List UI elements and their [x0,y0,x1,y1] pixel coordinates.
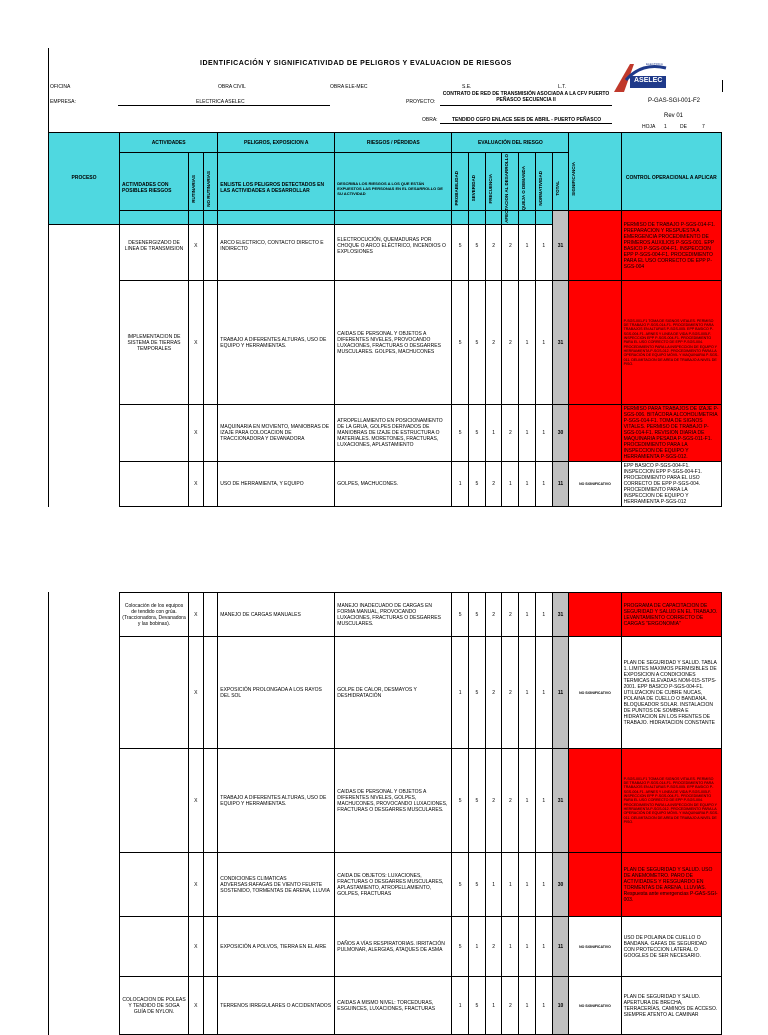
total-value: 11 [552,637,569,749]
no-rutinaria-cell [203,917,218,977]
no-rutinaria-cell [203,749,218,853]
col-riesgos: RIESGOS / PÉRDIDAS [335,133,452,153]
table-row [49,977,722,1035]
normatividad-value: 1 [535,977,552,1035]
doc-code: P-GAS-SGI-001-F2 [648,98,701,104]
rutinaria-mark: X [189,281,204,405]
riesgo-cell: GOLPE DE CALOR, DESMAYOS Y DESHIDRATACIÓN [335,637,452,749]
severidad-value: 5 [469,462,486,507]
normatividad-value: 1 [535,637,552,749]
queja-value: 1 [519,211,536,281]
no-rutinaria-cell [203,281,218,405]
normatividad-value: 1 [535,281,552,405]
significancia-value: SIGNIFICATIVO [569,749,621,853]
afectacion-value: 2 [502,637,519,749]
frecuencia-value: 1 [485,977,502,1035]
control-cell: PROGRAMA DE CAPACITACION DE SEGURIDAD Y SALUD EN EL TRABAJO. LEVANTAMIENTO CORRECTO DE CARGAS "ERGONOMIA" [621,593,721,637]
significancia-value: SIGNIFICATIVO [569,405,621,462]
queja-value: 1 [519,917,536,977]
queja-value: 1 [519,637,536,749]
col-actividades: ACTIVIDADES [120,133,218,153]
col-afectacion: AFECTACION AL DESARROLLO [504,154,510,223]
table-row [49,593,722,637]
rutinaria-mark: X [189,977,204,1035]
severidad-value: 1 [469,917,486,977]
severidad-value: 5 [469,211,486,281]
peligro-cell: TRABAJO A DIFERENTES ALTURAS, USO DE EQUIPO Y HERRAMIENTAS. [218,749,335,853]
col-frecuencia: FRECUENCIA [487,173,493,204]
severidad-value: 5 [469,281,486,405]
probabilidad-value: 5 [452,917,469,977]
total-value: 31 [552,749,569,853]
page-title: IDENTIFICACIÓN Y SIGNIFICATIVIDAD DE PELIGROS Y EVALUACION DE RIESGOS [200,60,512,67]
probabilidad-value: 1 [452,977,469,1035]
afectacion-value: 2 [502,593,519,637]
contrato-text: CONTRATO DE RED DE TRANSMISIÓN ASOCIADA A LA CFV PUERTO PEÑASCO SECUENCIA II [442,91,610,103]
afectacion-value: 2 [502,281,519,405]
control-cell: PLAN DE SEGURIDAD Y SALUD. APERTURA DE BRECHA, TERRACERÍAS, CAMINOS DE ACCESO. SIEMPRE ATENTO AL CAMINAR [621,977,721,1035]
actividad-cell [120,462,189,507]
logo-subtext: ELECTRICA [646,62,663,66]
afectacion-value: 2 [502,405,519,462]
probabilidad-value: 1 [452,462,469,507]
table-row [49,853,722,917]
rutinaria-mark: X [189,917,204,977]
table-row [49,462,722,507]
queja-value: 1 [519,593,536,637]
normatividad-value: 1 [535,917,552,977]
rutinaria-mark: X [189,749,204,853]
oficina-label: OFICINA [50,84,71,90]
col-proceso: PROCESO [49,133,120,225]
normatividad-value: 1 [535,462,552,507]
severidad-value: 5 [469,749,486,853]
peligro-cell: USO DE HERRAMIENTA, Y EQUIPO [218,462,335,507]
significancia-value: NO SIGNIFICATIVO [569,462,621,507]
total-value: 11 [552,917,569,977]
table-row [49,281,722,405]
riesgo-cell: CAIDAS DE PERSONAL Y OBJETOS A DIFERENTES NIVELES, PROVOCANDO LUXACIONES, FRACTURAS O DESGARRES MUSCULARES. GOLPES, MACHUCONES [335,281,452,405]
rev-label: Rev 01 [664,113,684,119]
riesgo-cell: CAIDA DE OBJETOS: LUXACIONES, FRACTURAS O DESGARRES MUSCULARES, APLASTAMIENTO, ATROPELLAMIENTO, GOLPES, FRACTURAS [335,853,452,917]
frecuencia-value: 2 [485,637,502,749]
proceso-cell [49,977,120,1035]
queja-value: 1 [519,405,536,462]
peligro-cell: MANEJO DE CARGAS MANUALES [218,593,335,637]
obra-ele-label: OBRA ELE-MEC [330,84,368,90]
severidad-value: 5 [469,593,486,637]
hoja-number: 1 [664,124,667,130]
probabilidad-value: 5 [452,405,469,462]
col-queja: QUEJA O DEMANDA [521,166,527,211]
col-actividades-sub: ACTIVIDADES CON POSIBLES RIESGOS [120,153,189,225]
normatividad-value: 1 [535,593,552,637]
actividad-cell [120,749,189,853]
peligro-cell: EXPOSICIÓN A POLVOS, TIERRA EN EL AIRE [218,917,335,977]
peligro-cell: MAQUINARIA EN MOVIENTO, MANIOBRAS DE IZAJE PARA COLOCACION DE TRACCIONADORA Y DEVANADORA [218,405,335,462]
no-rutinaria-cell [203,462,218,507]
frecuencia-value: 1 [485,405,502,462]
control-cell: PLAN DE SEGURIDAD Y SALUD. USO DE ANEMOMETRO. PARO DE ACTIVIDADES Y RESGUARDO EN TORMENTAS DE ARENA, LLUVIAS. Respuesta ante emergencias P-GAS-SGI-003. [621,853,721,917]
probabilidad-value: 5 [452,281,469,405]
significancia-value: SIGNIFICATIVO [569,281,621,405]
peligro-cell: EXPOSICIÓN PROLONGADA A LOS RAYOS DEL SOL [218,637,335,749]
no-rutinaria-cell [203,853,218,917]
normatividad-value: 1 [535,211,552,281]
no-rutinaria-cell [203,593,218,637]
probabilidad-value: 1 [452,637,469,749]
proceso-cell [49,637,120,749]
actividad-cell: COLOCACION DE POLEAS Y TENDIDO DE SOGA GUÍA DE NYLON. [120,977,189,1035]
rutinaria-mark: X [189,211,204,281]
actividad-cell [120,917,189,977]
proyecto-label: PROYECTO: [406,99,436,105]
peligro-cell: TRABAJO A DIFERENTES ALTURAS, USO DE EQUIPO Y HERRAMIENTAS. [218,281,335,405]
total-value: 30 [552,853,569,917]
hoja-total: 7 [702,124,705,130]
table-row [49,405,722,462]
queja-value: 1 [519,977,536,1035]
col-riesgos-sub: DESCRIBA LOS RIESGOS A LOS QUE ESTÁN EXPUESTOS LAS PERSONAS EN EL DESARROLLO DE SU ACTIVIDAD [335,153,452,225]
afectacion-value: 1 [502,917,519,977]
total-value: 11 [552,462,569,507]
col-severidad: SEVERIDAD [471,175,477,202]
control-cell: PERMISO PARA TRABAJOS DE IZAJE P-SGS-006. BITÁCORA ALCOHOLIMETRIA P-SGS-014-F1. TOMA DE SIGNOS VITALES. PERMISO DE TRABAJO P-SGS-014-F1. REVISION DIARIA DE MAQUINARIA PESADA P-SGS-011-F1. PROCEDIMIENTO PARA LA INSPECCION DE EQUIPO Y HERRAMIENTA P-SGS-012. [621,405,721,462]
no-rutinaria-cell [203,637,218,749]
control-cell: PLAN DE SEGURIDAD Y SALUD. TABLA 1. LIMITES MAXIMOS PERMISIBLES DE EXPOSICION A CONDICIONES TERMICAS ELEVADAS NOM-015-STPS-2001. EPP BASICO P-SGS-004-F1. UTILIZACION DE CUBRE NUCAS, POLAINA DE CUELLO O BANDANA. BLOQUEADOR SOLAR. INSTALACION DE PUNTOS DE SOMBRA E HIDRATACION EN LOS FRENTES DE TRABAJO. HIDRATACION CONSTANTE [621,637,721,749]
frecuencia-value: 2 [485,211,502,281]
obra-civil-label: OBRA CIVIL [218,84,246,90]
proceso-cell [49,749,120,853]
total-value: 31 [552,593,569,637]
riesgo-cell: ELECTROCUCIÓN, QUEMADURAS POR CHOQUE O ARCO ELÉCTRICO, INCENDIOS O EXPLOSIONES [335,211,452,281]
frecuencia-value: 1 [485,853,502,917]
total-value: 10 [552,977,569,1035]
empresa-value: ELECTRICA ASELEC [196,99,245,105]
control-cell: USO DE POLAINA DE CUELLO O BANDANA. GAFAS DE SEGURIDAD CON PROTECCION LATERAL O GOOGLES DE SER NECESARIO. [621,917,721,977]
normatividad-value: 1 [535,853,552,917]
severidad-value: 5 [469,853,486,917]
rutinaria-mark: X [189,462,204,507]
queja-value: 1 [519,853,536,917]
frecuencia-value: 2 [485,281,502,405]
significancia-value: SIGNIFICATIVO [569,853,621,917]
rutinaria-mark: X [189,853,204,917]
queja-value: 1 [519,462,536,507]
risk-table-top-body [48,210,722,507]
empresa-label: EMPRESA: [50,99,76,105]
hoja-label: HOJA [642,124,656,130]
frecuencia-value: 2 [485,593,502,637]
actividad-cell: IMPLEMENTACION DE SISTEMA DE TIERRAS TEMPORALES [120,281,189,405]
significancia-value: SIGNIFICATIVO [569,211,621,281]
aselec-logo [612,60,668,94]
proceso-cell [49,593,120,637]
riesgo-cell: DAÑOS A VÍAS RESPIRATORIAS. IRRITACIÓN PULMONAR, ALERGIAS, ATAQUES DE ASMA [335,917,452,977]
col-probabilidad: PROBABILIDAD [454,171,460,206]
significancia-value: NO SIGNIFICATIVO [569,977,621,1035]
obra-label: OBRA: [422,117,438,123]
normatividad-value: 1 [535,405,552,462]
riesgo-cell: CAIDAS DE PERSONAL Y OBJETOS A DIFERENTES NIVELES, GOLPES, MACHUCONES, PROVOCANDO LUXACIONES, FRACTURAS O DESGARRES MUSCULARES. [335,749,452,853]
frecuencia-value: 2 [485,749,502,853]
proceso-cell [49,462,120,507]
lt-label: L.T. [558,84,567,90]
no-rutinaria-cell [203,977,218,1035]
proceso-cell [49,405,120,462]
riesgo-cell: CAIDAS A MISMO NIVEL: TORCEDURAS, ESGUINCES, LUXACIONES, FRACTURAS [335,977,452,1035]
total-value: 31 [552,211,569,281]
control-cell: PERMISO DE TRABAJO P-SGS-014-F1. PREPARACION Y RESPUESTA A EMERGENCIA PROCEDIMIENTO DE PRIMEROS AUXILIOS P-SGS-001. EPP BASICO P-SGS-004-F1. INSPECCION EPP P-SGS-004-F1. PROCEDIMIENTO PARA EL USO CORRECTO DE EPP P-SGS-004 [621,211,721,281]
probabilidad-value: 5 [452,593,469,637]
queja-value: 1 [519,281,536,405]
actividad-cell [120,637,189,749]
proceso-cell [49,211,120,281]
control-cell: EPP BASICO P-SGS-004-F1. INSPECCION EPP P-SGS-004-F1. PROCEDIMIENTO PARA EL USO CORRECTO DE EPP P-SGS-004. PROCEDIMIENTO PARA LA INSPECCION DE EQUIPO Y HERRAMIENTA P-SGS-012 [621,462,721,507]
col-peligros: PELIGROS, EXPOSICION A [218,133,335,153]
frecuencia-value: 2 [485,917,502,977]
col-significancia: SIGNIFICANCIA [571,161,577,196]
actividad-cell [120,853,189,917]
proceso-cell [49,853,120,917]
peligro-cell: ARCO ELECTRICO, CONTACTO DIRECTO E INDIRECTO [218,211,335,281]
col-control: CONTROL OPERACIONAL A APLICAR [621,133,721,225]
actividad-cell: DESENERGIZADO DE LINEA DE TRANSMISION [120,211,189,281]
col-rutinarias: RUTINARIAS [191,174,196,203]
afectacion-value: 2 [502,977,519,1035]
riesgo-cell: GOLPES, MACHUCONES. [335,462,452,507]
riesgo-cell: ATROPELLAMIENTO EN POSICIONAMIENTO DE LA GRUA, GOLPES DERIVADOS DE MANIOBRAS DE IZAJE DE ESTRUCTURA O MATERIALES. MORETONES, FRACTURAS, LUXACIONES, APLASTAMIENTO [335,405,452,462]
col-evaluacion: EVALUACIÓN DEL RIESGO [452,133,569,153]
de-label: DE [680,124,687,130]
peligro-cell: CONDICIONES CLIMATICAS ADVERSAS:RAFAGAS DE VIENTO FEURTE SOSTENIDO, TORMENTAS DE ARENA, LLUVIA [218,853,335,917]
actividad-cell: Colocación de los equipos de tendido con grúa. (Traccionadora, Devanadora y las bobinas). [120,593,189,637]
risk-table-bottom-body [48,592,722,1035]
probabilidad-value: 5 [452,211,469,281]
table-row [49,749,722,853]
rutinaria-mark: X [189,637,204,749]
afectacion-value: 1 [502,853,519,917]
afectacion-value: 2 [502,211,519,281]
riesgo-cell: MANEJO INADECUADO DE CARGAS EN FORMA MANUAL, PROVOCANDO LUXACIONES, FRACTURAS O DESGARRES MUSCULARES. [335,593,452,637]
proceso-cell [49,281,120,405]
total-value: 30 [552,405,569,462]
table-row [49,637,722,749]
control-cell: P-SGS-001-F1 TOMA DE SIGNOS VITALES. PERMISO DE TRABAJO P-SGS-014-F1. PROCEDIMIENTO PARA TRABAJOS EN ALTURAS P-SGS-005. EPP BASICO P-SGS-004-F1. ARNES Y LINEA DE VIDA P-SGS-005-F. INSPECCION EPP P-SGS-004-F1. PROCEDIMIENTO PARA EL USO CORRECTO DE EPP P-SGS-004. PROCEDIMIENTO PARA LA INSPECCION DE EQUIPO Y HERRAMIENTA P-SGS-012. PROCEDIMIENTO PARA LA OPERACIÓN DE EQUIPO MÓVIL Y MAQUINARIA P-SGS-011. DELIMITACION DE AREA DE TRABAJO A NIVEL DE PISO. [621,749,721,853]
col-normatividad: NORMATIVIDAD [537,171,543,206]
probabilidad-value: 5 [452,749,469,853]
col-peligros-sub: ENLISTE LOS PELIGROS DETECTADOS EN LAS ACTIVIDADES A DESARROLLAR [218,153,335,225]
afectacion-value: 2 [502,749,519,853]
peligro-cell: TERRENOS IRREGULARES O ACCIDENTADOS [218,977,335,1035]
severidad-value: 5 [469,637,486,749]
se-label: S.E. [462,84,472,90]
table-row [49,917,722,977]
probabilidad-value: 5 [452,853,469,917]
normatividad-value: 1 [535,749,552,853]
significancia-value: SIGNIFICATIVO [569,593,621,637]
no-rutinaria-cell [203,211,218,281]
rutinaria-mark: X [189,593,204,637]
col-total: TOTAL [554,181,560,196]
logo-text: ASELEC [634,77,663,84]
total-value: 31 [552,281,569,405]
queja-value: 1 [519,749,536,853]
severidad-value: 5 [469,977,486,1035]
col-no-rutinarias: NO RUTINARIAS [205,170,211,207]
table-row [49,211,722,281]
rutinaria-mark: X [189,405,204,462]
significancia-value: NO SIGNIFICATIVO [569,637,621,749]
frecuencia-value: 2 [485,462,502,507]
severidad-value: 5 [469,405,486,462]
obra-value: TENDIDO CGFO ENLACE SEIS DE ABRIL - PUERTO PEÑASCO [452,117,602,123]
afectacion-value: 1 [502,462,519,507]
significancia-value: NO SIGNIFICATIVO [569,917,621,977]
actividad-cell [120,405,189,462]
proceso-cell [49,917,120,977]
control-cell: P-SGS-001-F1 TOMA DE SIGNOS VITALES. PERMISO DE TRABAJO P-SGS-014-F1. PROCEDIMIENTO PARA TRABAJOS EN ALTURAS P-SGS-005. EPP BASICO P-SGS-004-F1. ARNES Y LINEA DE VIDA P-SGS-005-F. INSPECCION EPP P-SGS-004-F1. PROCEDIMIENTO PARA EL USO CORRECTO DE EPP P-SGS-004. PROCEDIMIENTO PARA LA INSPECCION DE EQUIPO Y HERRAMIENTA P-SGS-012. PROCEDIMIENTO PARA LA OPERACIÓN DE EQUIPO MÓVIL Y MAQUINARIA P-SGS-011. DELIMITACION DE AREA DE TRABAJO A NIVEL DE PISO. [621,281,721,405]
no-rutinaria-cell [203,405,218,462]
